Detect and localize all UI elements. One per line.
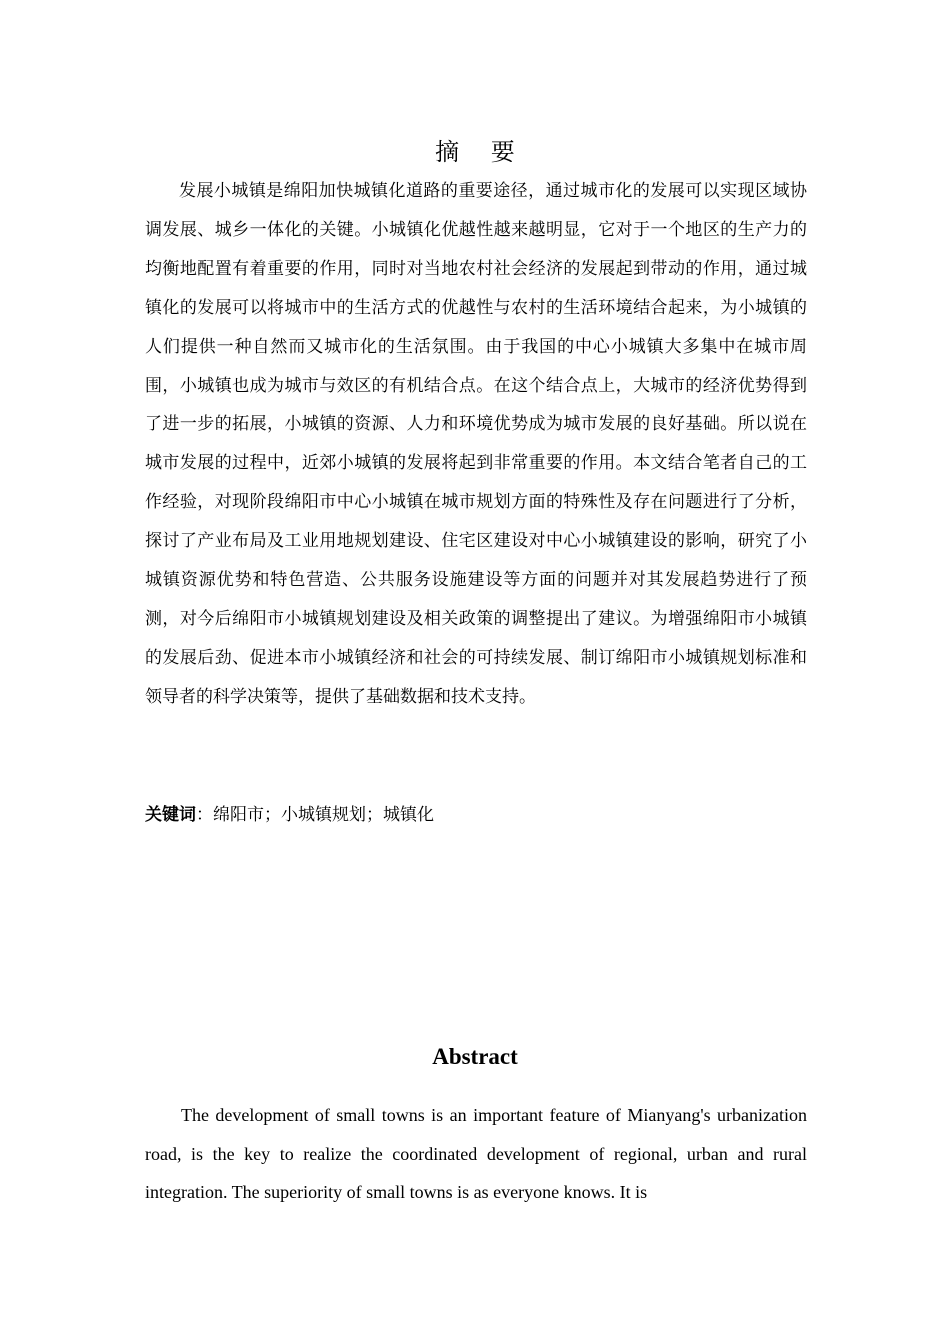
keywords-colon: ： bbox=[196, 805, 213, 825]
keywords-line bbox=[145, 801, 807, 829]
chinese-abstract-body: 发展小城镇是绵阳加快城镇化道路的重要途径，通过城市化的发展可以实现区域协调发展、城乡一体化的关键。小城镇化优越性越来越明显，它对于一个地区的生产力的均衡地配置有着重要的作用，同时对当地农村社会经济的发展起到带动的作用，通过城镇化的发展可以将城市中的生活方式的优越性与农村的生活环境结合起来，为小城镇的人们提供一种自然而又城市化的生活氛围。由于我国的中心小城镇大多集中在城市周围，小城镇也成为城市与效区的有机结合点。在这个结合点上，大城市的经济优势得到了进一步的拓展，小城镇的资源、人力和环境优势成为城市发展的良好基础。所以说在城市发展的过程中，近郊小城镇的发展将起到非常重要的作用。本文结合笔者自己的工作经验，对现阶段绵阳市中心小城镇在城市规划方面的特殊性及存在问题进行了分析，探讨了产业布局及工业用地规划建设、住宅区建设对中心小城镇建设的影响，研究了小城镇资源优势和特色营造、公共服务设施建设等方面的问题并对其发展趋势进行了预测，对今后绵阳市小城镇规划建设及相关政策的调整提出了建议。为增强绵阳市小城镇的发展后劲、促进本市小城镇经济和社会的可持续发展、制订绵阳市小城镇规划标准和领导者的科学决策等，提供了基础数据和技术支持。 bbox=[145, 181, 807, 707]
english-abstract-body: The development of small towns is an important feature of Mianyang's urbanization road, is the key to realize the coordinated development of regional, urban and rural integration. The superiority of small towns is as everyone knows. It is bbox=[145, 1105, 807, 1202]
keywords-value: 绵阳市；小城镇规划；城镇化 bbox=[213, 805, 434, 825]
english-abstract-title: Abstract bbox=[432, 1044, 518, 1069]
chinese-abstract-title: 摘 要 bbox=[435, 138, 527, 166]
keywords-label: 关键词 bbox=[145, 805, 196, 825]
